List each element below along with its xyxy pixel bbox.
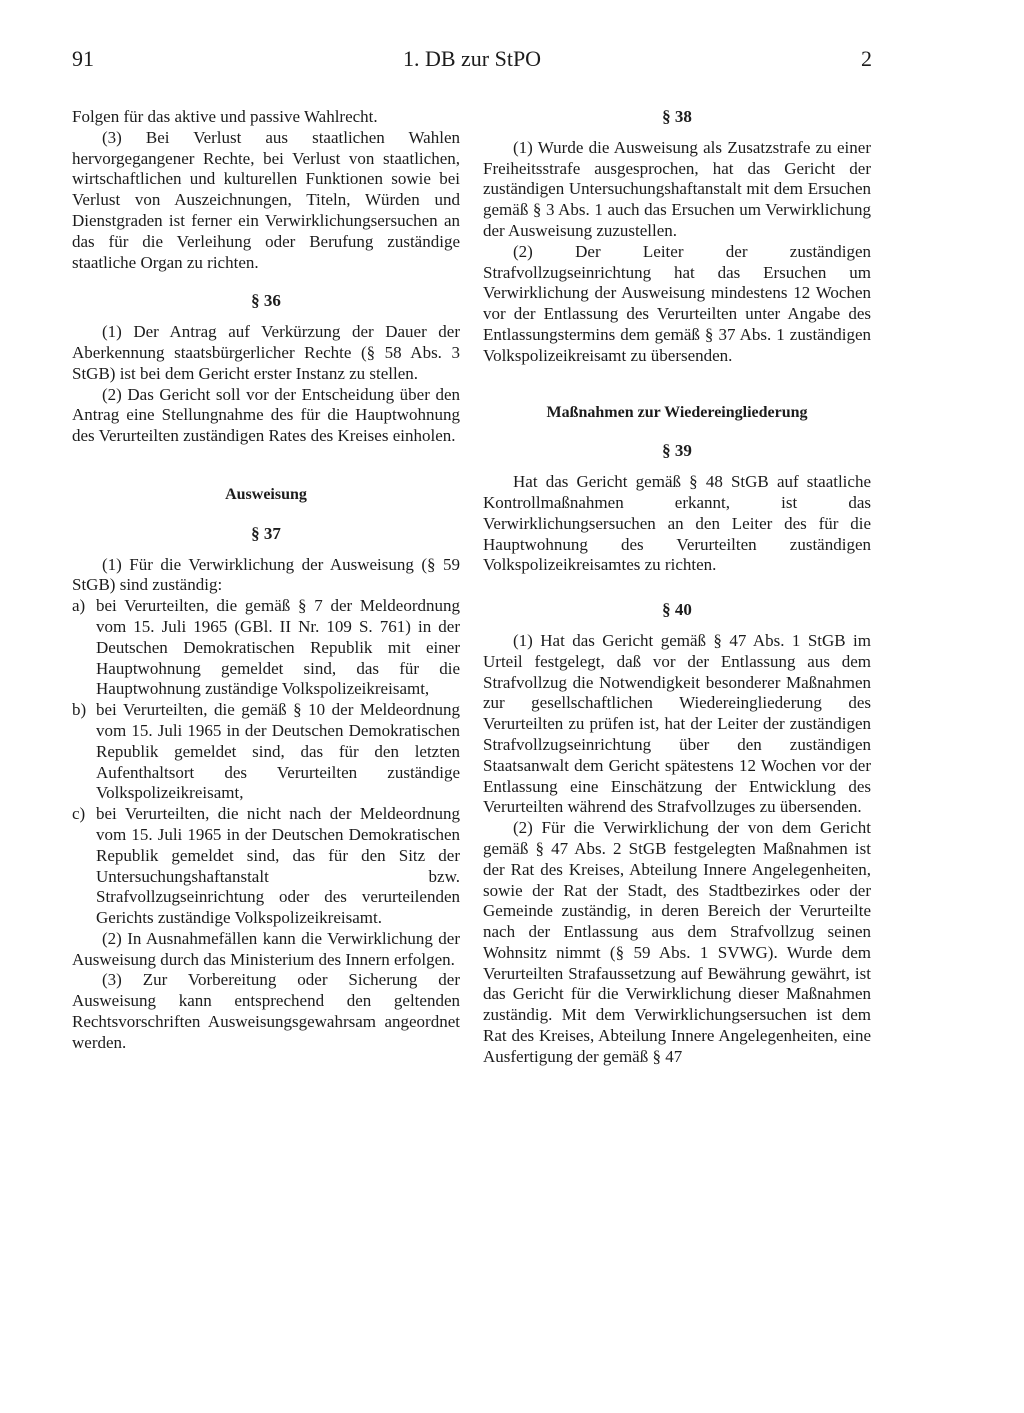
section-number: 2: [861, 46, 872, 71]
left-column: [72, 107, 460, 1054]
section-heading-40: § 40: [662, 600, 692, 620]
paragraph-37-1: (1) Für die Verwirklichung der Ausweisung (§ 59 StGB) sind zuständig:: [72, 554, 460, 595]
list-text-a: bei Verurteilten, die gemäß § 7 der Meldeordnung vom 15. Juli 1965 (GBl. II Nr. 109 S. 761) in der Deutschen Demokratischen Republik mit einer Hauptwohnung gemeldet sind, das für die Hauptwohnung zuständige Volkspolizeikreisamt,: [96, 596, 460, 699]
list-text-c: bei Verurteilten, die nicht nach der Meldeordnung vom 15. Juli 1965 in der Deutschen Demokratischen Republik gemeldet sind, das für den Sitz der Untersuchungshaftanstalt bzw. Strafvollzugseinrichtung oder des verurteilenden Gerichts zuständige Volkspolizeikreisamt.: [96, 804, 460, 928]
running-title: 1. DB zur StPO: [402, 46, 542, 71]
section-heading-36: § 36: [251, 291, 281, 311]
list-item-b: [72, 700, 460, 804]
paragraph-39: Hat das Gericht gemäß § 48 StGB auf staatliche Kontrollmaßnahmen erkannt, ist das Verwirklichungsersuchen an den Leiter des für die Hauptwohnung des Verurteilten zuständigen Volkspolizeikreisamtes zu richten.: [483, 472, 871, 575]
list-item-c: [72, 804, 460, 929]
list-text-b: bei Verurteilten, die gemäß § 10 der Meldeordnung vom 15. Juli 1965 in der Deutschen Demokratischen Republik gemeldet sind, das für den letzten Aufenthaltsort des Verurteilten zuständige Volkspolizeikreisamt,: [96, 700, 460, 803]
paragraph-36-1: (1) Der Antrag auf Verkürzung der Dauer der Aberkennung staatsbürgerlicher Rechte (§ 58 Abs. 3 StGB) ist bei dem Gericht erster Instanz zu stellen.: [72, 322, 460, 383]
list-item-a: [72, 596, 460, 700]
subheading-ausweisung: Ausweisung: [225, 485, 307, 503]
paragraph-38-1: (1) Wurde die Ausweisung als Zusatzstrafe zu einer Freiheitsstrafe ausgesprochen, hat das Gericht der zuständigen Untersuchungshaftanstalt mit dem Ersuchen gemäß § 3 Abs. 1 auch das Ersuchen um Verwirklichung der Ausweisung zuzustellen.: [483, 137, 871, 240]
paragraph-40-1: (1) Hat das Gericht gemäß § 47 Abs. 1 StGB im Urteil festgelegt, daß vor der Entlassung aus dem Strafvollzug die Notwendigkeit besonderer Maßnahmen zur gesellschaftlichen Wiedereingliederung des Verurteilten zu prüfen ist, hat der Leiter der zuständigen Strafvollzugseinrichtung über den zuständigen Staatsanwalt dem Gericht spätestens 12 Wochen vor der Entlassung eine Einschätzung der Entwicklung des Verurteilten während des Strafvollzuges zu übersenden.: [483, 630, 871, 817]
right-column: [483, 107, 871, 1068]
paragraph-36-2: (2) Das Gericht soll vor der Entscheidung über den Antrag eine Stellungnahme des für die Hauptwohnung des Verurteilten zuständigen Rates des Kreises einholen.: [72, 384, 460, 446]
paragraph-40-2: (2) Für die Verwirklichung der von dem Gericht gemäß § 47 Abs. 2 StGB festgelegten Maßnahmen ist der Rat des Kreises, Abteilung Innere Angelegenheiten, sowie der Rat der Stadt, des Stadtbezirkes oder der Gemeinde zuständig, in deren Bereich der Verurteilte nach der Entlassung aus dem Strafvollzug seinen Wohnsitz nimmt (§ 59 Abs. 1 SVWG). Wurde dem Verurteilten Strafaussetzung auf Bewährung gewährt, ist das Gericht für die Verwirklichung dieser Maßnahmen zuständig. Mit dem Verwirklichungsersuchen ist dem Rat des Kreises, Abteilung Innere Angelegenheiten, eine Ausfertigung der gemäß § 47: [483, 818, 871, 1066]
paragraph-37-2: (2) In Ausnahmefällen kann die Verwirklichung der Ausweisung durch das Ministerium des Innern erfolgen.: [72, 928, 460, 969]
list-marker-b: b): [72, 700, 87, 720]
running-header: [72, 46, 872, 76]
paragraph-intro: Folgen für das aktive und passive Wahlrecht.: [72, 107, 378, 126]
subheading-wiedereingliederung: Maßnahmen zur Wiedereingliederung: [546, 403, 808, 421]
section-heading-38: § 38: [662, 107, 692, 126]
list-marker-c: c): [72, 804, 86, 824]
section-heading-37: § 37: [251, 523, 281, 543]
paragraph-37-3: (3) Zur Vorbereitung oder Sicherung der Ausweisung kann entsprechend den geltenden Rechtsvorschriften Ausweisungsgewahrsam angeordnet werden.: [72, 970, 460, 1052]
paragraph-38-2: (2) Der Leiter der zuständigen Strafvollzugseinrichtung hat das Ersuchen um Verwirklichung der Ausweisung mindestens 12 Wochen vor der Entlassung des Verurteilten unter Angabe des Entlassungstermins dem gemäß § 37 Abs. 1 zuständigen Volkspolizeikreisamt zu übersenden.: [483, 241, 871, 365]
page-number: 91: [72, 46, 94, 71]
list-marker-a: a): [72, 596, 86, 616]
section-heading-39: § 39: [662, 441, 692, 461]
paragraph-35-3: (3) Bei Verlust aus staatlichen Wahlen hervorgegangener Rechte, bei Verlust von staatlichen, wirtschaftlichen und kulturellen Funktionen sowie bei Verlust von Auszeichnungen, Titeln, Würden und Dienstgraden ist ferner ein Verwirklichungsersuchen an das für die Verleihung oder Berufung zuständige staatliche Organ zu richten.: [72, 127, 460, 272]
